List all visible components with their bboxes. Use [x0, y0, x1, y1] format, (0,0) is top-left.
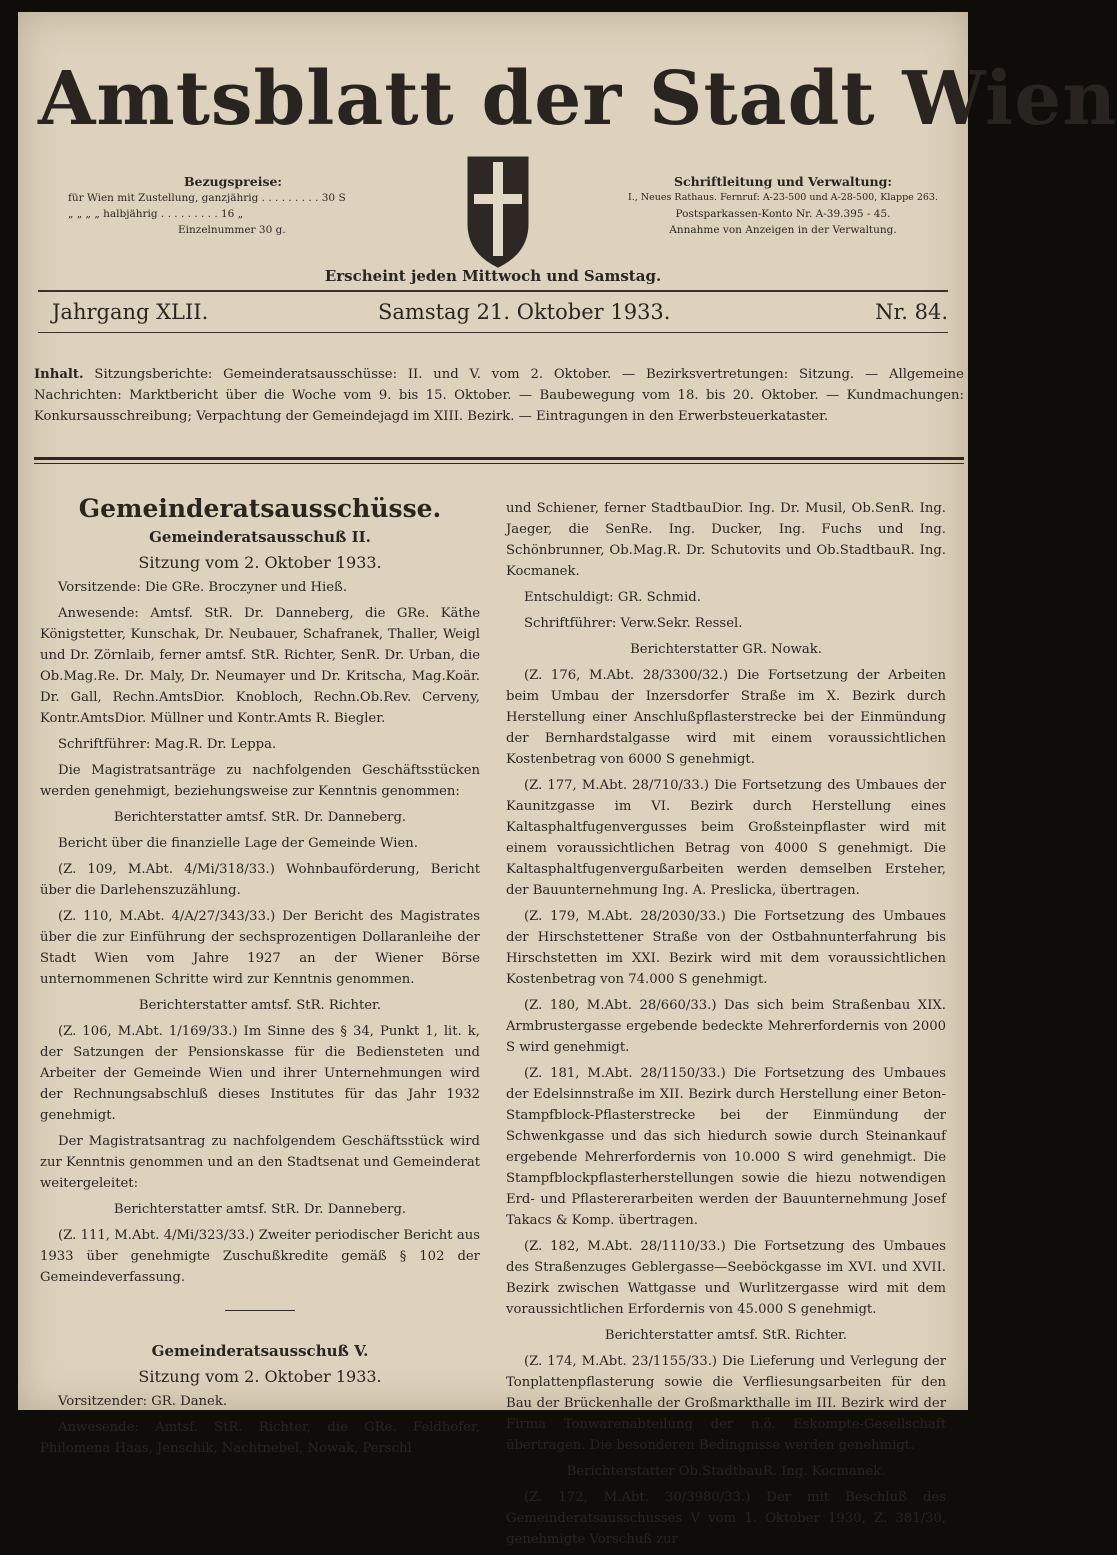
issue-line	[38, 290, 948, 333]
attendees-text: und Schiener, ferner StadtbauDior. Ing. Dr. Musil, Ob.SenR. Ing. Jaeger, die SenRe. Ing. Ducker, Ing. Fuchs und Ing. Schönbrunner, Ob.Mag.R. Dr. Schutovits und Ob.StadtbauR. Ing. Kocmanek.	[506, 501, 946, 579]
attendees-text: Anwesende: Amtsf. StR. Dr. Danneberg, die GRe. Käthe Königstetter, Kunschak, Dr. Neubauer, Schafranek, Thaller, Weigl und Dr. Zörnlaib, ferner amtsf. StR. Richter, SenR. Dr. Urban, die Ob.Mag.Re. Dr. Maly, Dr. Neumayer und Dr. Kritscha, Mag.Koär. Dr. Gall, Rechn.AmtsDior. Knobloch, Rechn.Ob.Rev. Cerveny, Kontr.AmtsDior. Müllner und Kontr.Amts R. Biegler.	[40, 606, 480, 726]
masthead-title: Amtsblatt der Stadt Wien	[38, 56, 1117, 142]
issue-number: Nr. 84.	[875, 300, 948, 324]
editorial-line: I., Neues Rathaus. Fernruf: A-23-500 und A-28-500, Klappe 263.	[628, 192, 938, 203]
left-column	[40, 494, 480, 1464]
reporter-heading: Berichterstatter amtsf. StR. Dr. Danneberg.	[113, 1202, 407, 1217]
agenda-item: (Z. 179, M.Abt. 28/2030/33.) Die Fortsetzung des Umbaues der Hirschstettener Straße von der Ostbahnunterfahrung bis Hirschstetten im XXI. Bezirk wird mit dem voraussichtlichen Kostenbetrag von 74.000 S genehmigt.	[506, 909, 946, 987]
reporter-heading: Berichterstatter amtsf. StR. Richter.	[138, 998, 382, 1013]
intro-text: Der Magistratsantrag zu nachfolgendem Geschäftsstück wird zur Kenntnis genommen und an den Stadtsenat und Gemeinderat weitergeleitet:	[40, 1134, 480, 1191]
newspaper-page	[18, 12, 1117, 1547]
agenda-item: (Z. 181, M.Abt. 28/1150/33.) Die Fortsetzung des Umbaues der Edelsinnstraße im XII. Bezirk durch Herstellung einer Beton-Stampfblock-Pflasterstrecke bei der Einmündung der Schwenkgasse und das sich hiedurch sowie durch Steinankauf ergebende Mehrerfordernis von 10.000 S wird genehmigt. Die Stampfblockpflasterherstellungen sowie die hiezu notwendigen Erd- und Pflastererarbeiten werden der Bauunternehmung Josef Takacs & Komp. übertragen.	[506, 1066, 946, 1228]
agenda-item: (Z. 106, M.Abt. 1/169/33.) Im Sinne des § 34, Punkt 1, lit. k, der Satzungen der Pensionskasse für die Bediensteten und Arbeiter der Gemeinde Wien und ihrer Unternehmungen wird der Rechnungsabschluß dieses Institutes für das Jahr 1932 genehmigt.	[40, 1024, 480, 1123]
reporter-heading: Berichterstatter amtsf. StR. Dr. Danneberg.	[113, 810, 407, 825]
subscription-line: „ „ „ „ halbjährig . . . . . . . . . 16 „	[68, 208, 244, 220]
agenda-item: Bericht über die finanzielle Lage der Gemeinde Wien.	[58, 836, 418, 851]
session-date: Sitzung vom 2. Oktober 1933.	[138, 553, 382, 572]
intro-text: Die Magistratsanträge zu nachfolgenden Geschäftsstücken werden genehmigt, beziehungsweise zur Kenntnis genommen:	[40, 763, 480, 799]
agenda-item: (Z. 176, M.Abt. 28/3300/32.) Die Fortsetzung der Arbeiten beim Umbau der Inzersdorfer Straße im X. Bezirk durch Herstellung einer Anschlußpflasterstrecke bei der Einmündung der Bernhardstalgasse wird mit einem voraussichtlichen Kostenbetrag von 6000 S genehmigt.	[506, 668, 946, 767]
vienna-coat-of-arms-icon	[465, 152, 531, 270]
contents-text: Sitzungsberichte: Gemeinderatsausschüsse: II. und V. vom 2. Oktober. — Bezirksvertretungen: Sitzung. — Allgemeine Nachrichten: Marktbericht über die Woche vom 9. bis 15. Oktober. — Baubewegung vom 18. bis 20. Oktober. — Kundmachungen: Konkursausschreibung; Verpachtung der Gemeindejagd im XIII. Bezirk. — Eintragungen in den Erwerbsteuerkataster.	[34, 367, 964, 424]
excused-text: Entschuldigt: GR. Schmid.	[524, 590, 701, 605]
subscription-line: für Wien mit Zustellung, ganzjährig . . . . . . . . . 30 S	[68, 192, 346, 204]
editorial-block	[618, 174, 948, 238]
divider-line	[34, 457, 964, 460]
table-of-contents	[34, 364, 964, 427]
editorial-line: Annahme von Anzeigen in der Verwaltung.	[669, 224, 897, 236]
attendees-text: Anwesende: Amtsf. StR. Richter, die GRe. Feldhofer, Philomena Haas, Jenschik, Nachtnebel, Nowak, Perschl	[40, 1420, 480, 1456]
agenda-item: (Z. 180, M.Abt. 28/660/33.) Das sich beim Straßenbau XIX. Armbrustergasse ergebende bedeckte Mehrerfordernis von 2000 S wird genehmigt.	[506, 998, 946, 1055]
reporter-heading: Berichterstatter GR. Nowak.	[630, 642, 822, 657]
committee-heading: Gemeinderatsausschuß V.	[151, 1342, 369, 1360]
editorial-title: Schriftleitung und Verwaltung:	[674, 174, 892, 189]
session-date: Sitzung vom 2. Oktober 1933.	[138, 1367, 382, 1386]
agenda-item: (Z. 174, M.Abt. 23/1155/33.) Die Lieferung und Verlegung der Tonplattenpflasterung sowie die Verfliesungsarbeiten für den Bau der Brückenhalle der Großmarkthalle im III. Bezirk wird der Firma Tonwarenabteilung der n.ö. Eskompte-Gesellschaft übertragen. Die besonderen Bedingnisse werden genehmigt.	[506, 1354, 946, 1453]
chair-text: Vorsitzender: GR. Danek.	[58, 1394, 228, 1409]
contents-label: Inhalt.	[34, 367, 84, 382]
agenda-item: (Z. 182, M.Abt. 28/1110/33.) Die Fortsetzung des Umbaues des Straßenzuges Geblergasse—Seeböckgasse im XVI. und XVII. Bezirk zwischen Wattgasse und Wurlitzergasse wird mit dem voraussichtlichen Erfordernis von 45.000 S genehmigt.	[506, 1239, 946, 1317]
committee-heading: Gemeinderatsausschuß II.	[149, 528, 371, 546]
volume-label: Jahrgang XLII.	[52, 300, 209, 324]
subscription-line: Einzelnummer 30 g.	[178, 224, 286, 236]
agenda-item: (Z. 109, M.Abt. 4/Mi/318/33.) Wohnbauförderung, Bericht über die Darlehenszuzählung.	[40, 862, 480, 898]
agenda-item: (Z. 110, M.Abt. 4/A/27/343/33.) Der Bericht des Magistrates über die zur Einführung der sechsprozentigen Dollaranleihe der Stadt Wien vom Jahre 1927 an der Wiener Börse unternommenen Schritte wird zur Kenntnis genommen.	[40, 909, 480, 987]
reporter-heading: Berichterstatter Ob.StadtbauR. Ing. Kocmanek.	[566, 1464, 886, 1479]
clerk-text: Schriftführer: Mag.R. Dr. Leppa.	[58, 737, 277, 752]
agenda-item: (Z. 177, M.Abt. 28/710/33.) Die Fortsetzung des Umbaues der Kaunitzgasse im VI. Bezirk durch Herstellung eines Kaltasphaltfugenvergusses beim Großsteinpflaster wird mit einem voraussichtlichen Betrag von 4000 S genehmigt. Die Kaltasphaltfugenvergußarbeiten werden demselben Ersteher, der Bauunternehmung Ing. A. Preslicka, übertragen.	[506, 778, 946, 898]
subscription-title: Bezugspreise:	[183, 174, 283, 189]
clerk-text: Schriftführer: Verw.Sekr. Ressel.	[524, 616, 743, 631]
chair-text: Vorsitzende: Die GRe. Broczyner und Hieß.	[58, 580, 348, 595]
subscription-block	[68, 174, 398, 238]
divider-line	[34, 463, 964, 464]
reporter-heading: Berichterstatter amtsf. StR. Richter.	[604, 1328, 848, 1343]
issue-date: Samstag 21. Oktober 1933.	[378, 300, 671, 324]
agenda-item: (Z. 111, M.Abt. 4/Mi/323/33.) Zweiter periodischer Bericht aus 1933 über genehmigte Zuschußkredite gemäß § 102 der Gemeindeverfassung.	[40, 1228, 480, 1285]
agenda-item: (Z. 172, M.Abt. 30/3980/33.) Der mit Beschluß des Gemeinderatsausschusses V vom 1. Oktober 1930, Z. 381/30, genehmigte Vorschuß zur	[506, 1490, 946, 1547]
section-heading: Gemeinderatsausschüsse.	[78, 494, 442, 523]
editorial-line: Postsparkassen-Konto Nr. A-39.395 - 45.	[675, 208, 891, 220]
publication-frequency: Erscheint jeden Mittwoch und Samstag.	[324, 267, 662, 285]
right-column	[506, 498, 946, 1555]
section-rule	[225, 1310, 295, 1311]
